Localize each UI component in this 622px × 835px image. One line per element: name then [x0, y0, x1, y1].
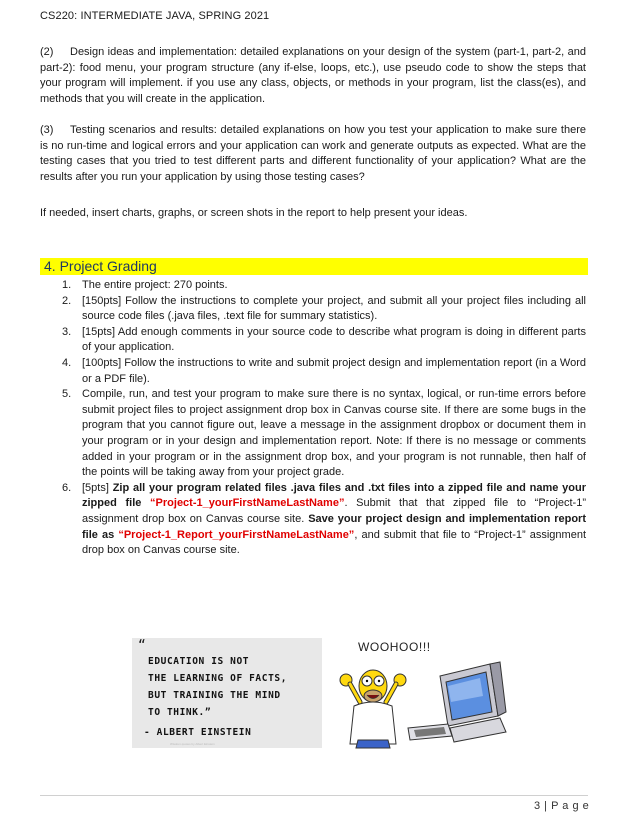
paragraph-number: (2) [40, 46, 54, 58]
list-text: [100pts] Follow the instructions to write and submit project design and implementation report (in a Word or a PDF file). [82, 356, 586, 385]
section-heading: 4. Project Grading [40, 258, 588, 275]
quote-credit: Wisdom quotes by Albert Einstein [170, 742, 215, 746]
homer-icon [340, 670, 406, 748]
list-number: 1. [62, 279, 72, 291]
list-text: . Submit that that zipped file to “Project-1” assignment drop box on Canvas course site. [82, 497, 587, 525]
quote-author: - ALBERT EINSTEIN [144, 727, 252, 738]
paragraph-text: Design ideas and implementation: detailed explanations on your design of the system (part-1, part-2, and part-2): food menu, your program structure (any if-else, loops, etc.), use pseudo code to show the steps that your program will implement. if you use any class, objects, or methods in your program, list the class(es), and methods that you will create in the application. [40, 46, 586, 105]
filename-red: “Project-1_yourFirstNameLastName” [150, 497, 345, 510]
report-filename-red: “Project-1_Report_yourFirstNameLastName” [118, 528, 355, 541]
list-item [40, 481, 586, 559]
page-number: 3 | P a g e [534, 800, 590, 812]
footer-divider [40, 795, 588, 796]
list-item [40, 356, 586, 387]
list-number: 3. [62, 325, 72, 338]
computer-icon [408, 662, 506, 742]
grading-list [40, 278, 586, 559]
list-text-bold: Zip all your program related files .java files and .txt files into a zipped file and name your zipped file [82, 481, 587, 510]
list-item [40, 387, 586, 481]
woohoo-caption: WOOHOO!!! [358, 640, 431, 654]
list-item [40, 278, 586, 294]
list-text: [15pts] Add enough comments in your source code to describe what program is doing in different parts of your application. [82, 325, 586, 354]
quote-line: THE LEARNING OF FACTS, [148, 673, 288, 684]
quote-line: EDUCATION IS NOT [148, 656, 250, 667]
quote-text [148, 653, 287, 721]
paragraph-testing [40, 123, 586, 185]
list-number: 5. [62, 388, 72, 401]
list-number: 6. [62, 481, 72, 494]
list-number: 2. [62, 294, 72, 307]
list-text: Compile, run, and test your program to make sure there is no syntax, logical, or run-time errors before submit project files to project assignment drop box in Canvas course site. If there are some bugs in the program that you cannot figure out, leave a message in the assignment dropbox or document them in your program or in your design and implementation report. Note: If there is no message or comments added in your program or in the assignment drop box, and your program is not runnable, then half of the points will be taking away from your project grade. [82, 388, 586, 479]
einstein-quote-image [132, 638, 322, 748]
list-item [40, 325, 586, 356]
paragraph-design [40, 45, 586, 107]
paragraph-charts: If needed, insert charts, graphs, or screen shots in the report to help present your ideas. [40, 207, 468, 219]
list-text: [150pts] Follow the instructions to complete your project, and submit all your project files including all source code files (.java files, .text file for summary statistics). [82, 294, 586, 323]
list-text-prefix: [5pts] [82, 481, 109, 494]
quote-line: BUT TRAINING THE MIND [148, 690, 281, 701]
list-text-bold: Save your project design and implementation report file as [82, 512, 586, 541]
page-header: CS220: INTERMEDIATE JAVA, SPRING 2021 [40, 10, 270, 22]
list-text: , and submit that file to “Project-1” assignment drop box on Canvas course site. [82, 528, 586, 557]
paragraph-number: (3) [40, 124, 54, 136]
list-text: The entire project: 270 points. [82, 279, 228, 291]
quote-mark: “ [138, 638, 146, 653]
paragraph-text: Testing scenarios and results: detailed explanations on how you test your application to make sure there is no run-time and logical errors and your application can work and generate outputs as expected. What are the testing cases that you tried to test different parts and different functionality of your application? What are the results after you run your application by using those testing cases? [40, 124, 586, 183]
homer-computer-illustration [330, 636, 510, 751]
list-number: 4. [62, 356, 72, 369]
quote-line: TO THINK.” [148, 707, 212, 718]
list-item [40, 294, 586, 325]
